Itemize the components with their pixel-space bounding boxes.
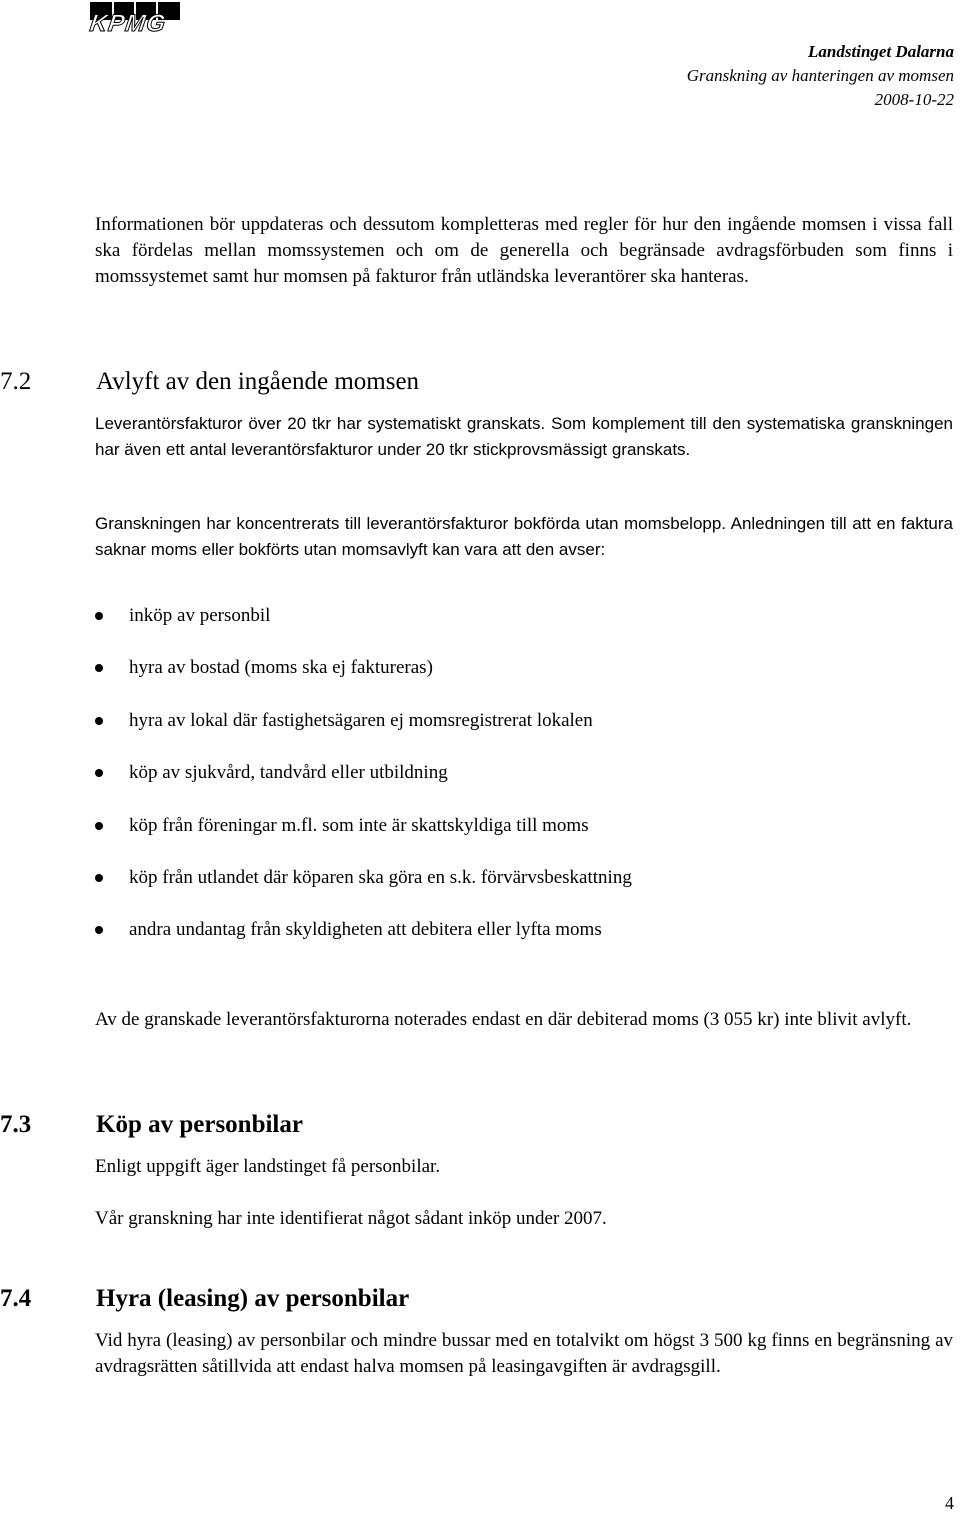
section-number: 7.4 [0,1285,32,1312]
document-header [687,40,954,112]
list-item-text: köp av sjukvård, tandvård eller utbildning [129,762,448,783]
list-item [95,655,895,681]
bullet-icon [95,769,103,777]
section-number: 7.2 [0,368,32,395]
report-date: 2008-10-22 [874,90,954,109]
section-title: Köp av personbilar [96,1111,303,1138]
section-7-4-paragraph-1: Vid hyra (leasing) av personbilar och mindre bussar med en totalvikt om högst 3 500 kg finns en begränsning av avdragsrätten såtillvida att endast halva momsen på leasingavgiften är avdragsgill. [95,1330,953,1377]
list-item [95,917,895,943]
list-item-text: inköp av personbil [129,605,271,626]
section-7-2-conclusion: Av de granskade leverantörsfakturorna noterades endast en där debiterad moms (3 055 kr) inte blivit avlyft. [95,1009,912,1030]
report-title: Granskning av hanteringen av momsen [686,66,954,85]
bullet-icon [95,717,103,725]
bullet-icon [95,874,103,882]
section-title: Avlyft av den ingående momsen [96,368,420,395]
list-item [95,760,895,786]
list-item [95,813,895,839]
section-7-2-paragraph-2: Granskningen har koncentrerats till leverantörsfakturor bokförda utan momsbelopp. Anledningen till att en faktura saknar moms eller bokförts utan momsavlyft kan vara att den avser: [95,514,953,559]
section-number: 7.3 [0,1111,32,1138]
bullet-icon [95,822,103,830]
list-item [95,603,895,629]
bullet-icon [95,664,103,672]
section-7-3-paragraph-2: Vår granskning har inte identifierat något sådant inköp under 2007. [95,1208,607,1229]
list-item-text: hyra av lokal där fastighetsägaren ej momsregistrerat lokalen [129,710,593,731]
list-item-text: köp från föreningar m.fl. som inte är skattskyldiga till moms [129,815,589,836]
list-item [95,865,895,891]
logo-text: KPMG [88,10,168,37]
bullet-icon [95,926,103,934]
section-7-3-paragraph-1: Enligt uppgift äger landstinget få personbilar. [95,1156,441,1177]
page-number: 4 [945,1493,954,1513]
bullet-icon [95,612,103,620]
list-item-text: köp från utlandet där köparen ska göra en s.k. förvärvsbeskattning [129,867,632,888]
section-title: Hyra (leasing) av personbilar [96,1285,410,1312]
list-item-text: hyra av bostad (moms ska ej faktureras) [129,657,433,678]
section-7-2-paragraph-1: Leverantörsfakturor över 20 tkr har systematiskt granskats. Som komplement till den systematiska granskningen har även ett antal leverantörsfakturor under 20 tkr stickprovsmässigt granskats. [95,414,953,459]
intro-paragraph: Informationen bör uppdateras och dessutom kompletteras med regler för hur den ingående momsen i vissa fall ska fördelas mellan momssystemen och om de generella och begränsade avdragsförbuden som finns i momssystemet samt hur momsen på fakturor från utländska leverantörer ska hanteras. [95,214,953,287]
kpmg-logo [90,2,180,36]
organization-name: Landstinget Dalarna [808,42,954,61]
list-item-text: andra undantag från skyldigheten att debitera eller lyfta moms [129,919,602,940]
list-item [95,708,895,734]
